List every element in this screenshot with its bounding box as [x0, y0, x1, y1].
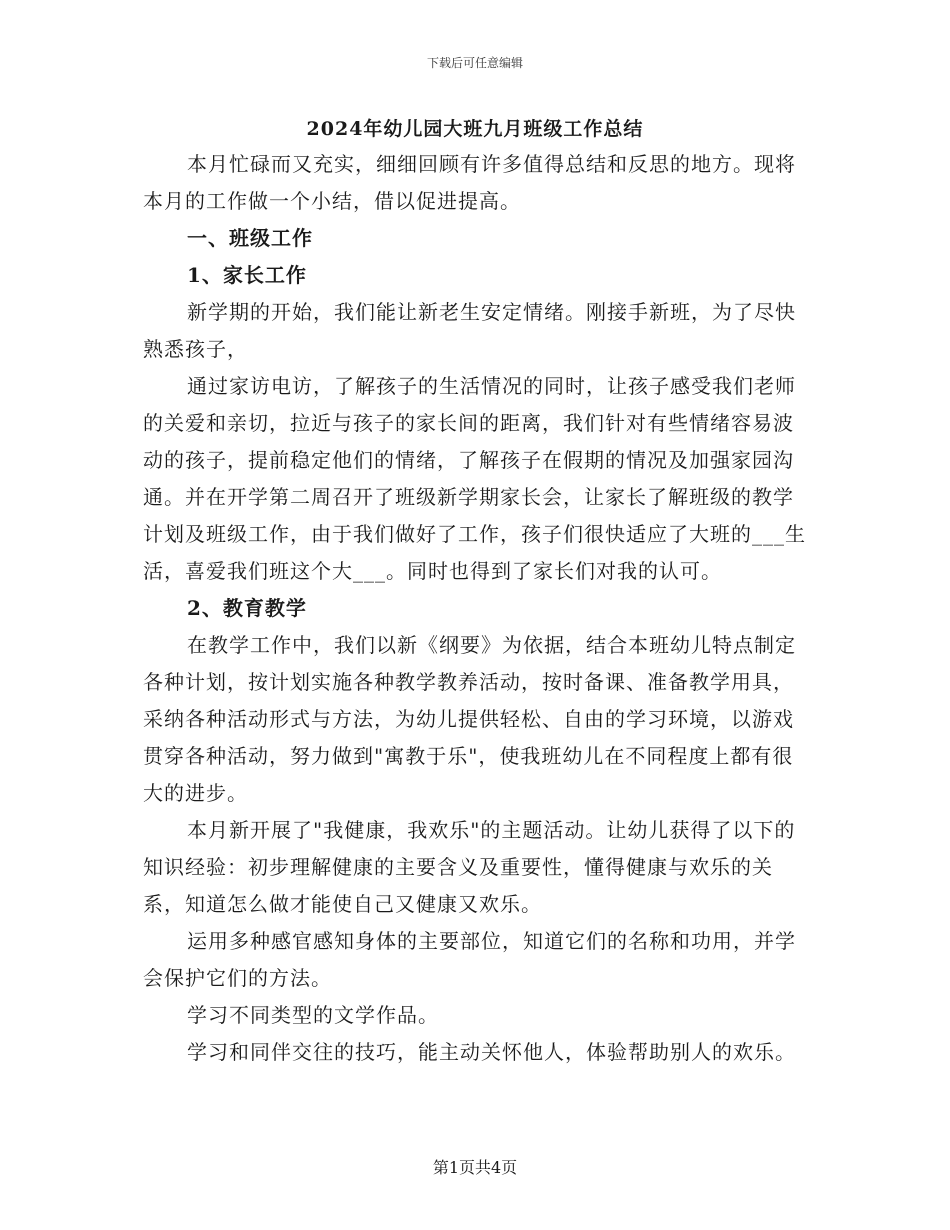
document-body	[143, 146, 811, 1071]
paragraph-senses: 运用多种感官感知身体的主要部位，知道它们的名称和功用，并学会保护它们的方法。	[143, 929, 796, 990]
page-indicator: 第1页共4页	[432, 1158, 518, 1177]
paragraph-literature: 学习不同类型的文学作品。	[187, 1003, 439, 1027]
paragraph-intro: 本月忙碌而又充实，细细回顾有许多值得总结和反思的地方。现将本月的工作做一个小结，借以促进提高。	[143, 152, 796, 213]
paragraph-health-theme: 本月新开展了"我健康，我欢乐"的主题活动。让幼儿获得了以下的知识经验：初步理解健康的主要含义及重要性，懂得健康与欢乐的关系，知道怎么做才能使自己又健康又欢乐。	[143, 818, 796, 916]
header-note: 下载后可任意编辑	[426, 56, 523, 70]
subsection-heading-parent-work: 1、家长工作	[187, 263, 307, 287]
subsection-heading-teaching: 2、教育教学	[187, 596, 307, 620]
paragraph-home-visits: 通过家访电访，了解孩子的生活情况的同时，让孩子感受我们老师的关爱和亲切，拉近与孩子的家长间的距离，我们针对有些情绪容易波动的孩子，提前稳定他们的情绪，了解孩子在假期的情况及加强家园沟通。并在开学第二周召开了班级新学期家长会，让家长了解班级的教学计划及班级工作，由于我们做好了工作，孩子们很快适应了大班的___生活，喜爱我们班这个大___。同时也得到了家长们对我的认可。	[143, 374, 806, 583]
document-title: 2024年幼儿园大班九月班级工作总结	[306, 118, 644, 140]
section-heading-class-work: 一、班级工作	[187, 226, 313, 250]
paragraph-peer-interaction: 学习和同伴交往的技巧，能主动关怀他人，体验帮助别人的欢乐。	[187, 1040, 796, 1064]
paragraph-new-semester: 新学期的开始，我们能让新老生安定情绪。刚接手新班，为了尽快熟悉孩子，	[143, 300, 796, 361]
paragraph-teaching-work: 在教学工作中，我们以新《纲要》为依据，结合本班幼儿特点制定各种计划，按计划实施各种教学教养活动，按时备课、准备教学用具，采纳各种活动形式与方法，为幼儿提供轻松、自由的学习环境，以游戏贯穿各种活动，努力做到"寓教于乐"，使我班幼儿在不同程度上都有很大的进步。	[143, 633, 796, 805]
